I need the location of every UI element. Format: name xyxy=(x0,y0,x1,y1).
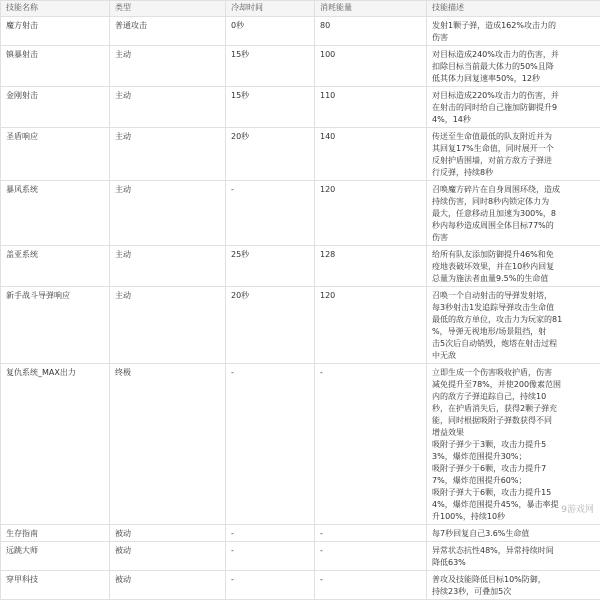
cooldown-cell: 20秒 xyxy=(226,128,315,181)
description-line: 每3秒射击1发追踪导弹攻击生命值 xyxy=(432,302,595,314)
description-cell xyxy=(427,246,600,287)
description-cell xyxy=(427,17,600,46)
skill-name-cell: 圣盾响应 xyxy=(1,128,110,181)
watermark: 9游戏网 xyxy=(561,502,594,515)
description-line: 内的敌方子弹追踪自己，持续10 xyxy=(432,391,595,403)
skill-name-cell: 金刚射击 xyxy=(1,87,110,128)
description-line: 持续伤害，同时8秒内锁定体力为 xyxy=(432,196,595,208)
energy-cost-cell: - xyxy=(315,571,427,600)
description-line: 发射1颗子弹，造成162%攻击力的 xyxy=(432,20,595,32)
energy-cost-cell: - xyxy=(315,542,427,571)
description-line: 降低63% xyxy=(432,557,595,569)
description-line: 7%，爆炸范围提升60%； xyxy=(432,475,595,487)
description-line: 立即生成一个伤害吸收护盾，伤害 xyxy=(432,367,595,379)
skill-name-cell: 穿甲科技 xyxy=(1,571,110,600)
energy-cost-cell: 110 xyxy=(315,87,427,128)
energy-cost-cell: 80 xyxy=(315,17,427,46)
skill-type-cell: 终极 xyxy=(110,364,226,525)
description-line: 吸附子弹大于6颗，攻击力提升15 xyxy=(432,487,595,499)
description-line: 最低的敌方单位，攻击力为玩家的81 xyxy=(432,314,595,326)
description-line: 异常状态抗性48%，异常持续时间 xyxy=(432,545,595,557)
energy-cost-cell: 100 xyxy=(315,46,427,87)
skill-type-cell: 主动 xyxy=(110,46,226,87)
table-row xyxy=(1,287,600,364)
header-skill-name: 技能名称 xyxy=(1,1,110,17)
description-line: 4%，爆炸范围提升45%，暴击率提 xyxy=(432,499,595,511)
cooldown-cell: - xyxy=(226,181,315,246)
table-row xyxy=(1,571,600,600)
skill-name-cell: 暴风系统 xyxy=(1,181,110,246)
description-line: 秒内每秒造成周围全体目标77%的 xyxy=(432,220,595,232)
skill-name-cell: 生存指南 xyxy=(1,525,110,542)
description-cell xyxy=(427,128,600,181)
table-row xyxy=(1,17,600,46)
table-row xyxy=(1,542,600,571)
description-cell xyxy=(427,542,600,571)
description-line: 秒，在护盾消失后，获得2颗子弹充 xyxy=(432,403,595,415)
description-line: 低其体力回复速率50%，12秒 xyxy=(432,73,595,85)
table-row xyxy=(1,87,600,128)
description-line: 中无敌 xyxy=(432,350,595,362)
description-line: 击5次后自动销毁，炮塔在射击过程 xyxy=(432,338,595,350)
skill-type-cell: 主动 xyxy=(110,128,226,181)
description-line: 对目标造成220%攻击力的伤害，并 xyxy=(432,90,595,102)
skill-name-cell: 新手战斗导弹响应 xyxy=(1,287,110,364)
table-row xyxy=(1,246,600,287)
description-cell xyxy=(427,87,600,128)
skill-table-body xyxy=(1,17,600,600)
table-row xyxy=(1,46,600,87)
description-line: 召唤一个自动射击的导弹发射塔， xyxy=(432,290,595,302)
description-cell xyxy=(427,287,600,364)
description-line: 给所有队友添加防御提升46%和免 xyxy=(432,249,595,261)
cooldown-cell: 0秒 xyxy=(226,17,315,46)
cooldown-cell: 15秒 xyxy=(226,46,315,87)
description-line: 普攻及技能降低目标10%防御， xyxy=(432,574,595,586)
skill-type-cell: 主动 xyxy=(110,287,226,364)
description-line: 其回复17%生命值，同时展开一个 xyxy=(432,143,595,155)
skill-name-cell: 远跳大师 xyxy=(1,542,110,571)
description-cell xyxy=(427,525,600,542)
cooldown-cell: - xyxy=(226,364,315,525)
header-description: 技能描述 xyxy=(427,1,600,17)
skill-name-cell: 复仇系统_MAX出力 xyxy=(1,364,110,525)
description-cell xyxy=(427,571,600,600)
description-cell xyxy=(427,364,600,525)
cooldown-cell: - xyxy=(226,542,315,571)
header-type: 类型 xyxy=(110,1,226,17)
energy-cost-cell: - xyxy=(315,525,427,542)
header-cooldown: 冷却时间 xyxy=(226,1,315,17)
description-line: 吸附子弹少于3颗，攻击力提升5 xyxy=(432,439,595,451)
description-line: 能，同时根据吸附子弹数获得不同 xyxy=(432,415,595,427)
cooldown-cell: - xyxy=(226,571,315,600)
skill-name-cell: 盖亚系统 xyxy=(1,246,110,287)
description-line: 行反弹，持续8秒 xyxy=(432,167,595,179)
description-line: 升100%，持续10秒 xyxy=(432,511,595,523)
skill-name-cell: 镇暴射击 xyxy=(1,46,110,87)
skill-type-cell: 被动 xyxy=(110,525,226,542)
energy-cost-cell: - xyxy=(315,364,427,525)
description-line: %，导弹无视地形/场景阻挡，射 xyxy=(432,326,595,338)
table-row xyxy=(1,364,600,525)
description-line: 最大，任意移动且加速为300%，8 xyxy=(432,208,595,220)
description-line: 疫地表破坏效果，并在10秒内回复 xyxy=(432,261,595,273)
description-line: 持续23秒，可叠加5次 xyxy=(432,586,595,598)
energy-cost-cell: 120 xyxy=(315,181,427,246)
skill-type-cell: 被动 xyxy=(110,542,226,571)
header-energy-cost: 消耗能量 xyxy=(315,1,427,17)
cooldown-cell: 15秒 xyxy=(226,87,315,128)
skill-table-header xyxy=(1,1,600,17)
skill-type-cell: 被动 xyxy=(110,571,226,600)
description-line: 反射护盾围墙，对前方敌方子弹进 xyxy=(432,155,595,167)
skill-type-cell: 普通攻击 xyxy=(110,17,226,46)
description-line: 总量为施法者血量9.5%的生命值 xyxy=(432,273,595,285)
skill-type-cell: 主动 xyxy=(110,87,226,128)
description-line: 4%，14秒 xyxy=(432,114,595,126)
description-line: 传送至生命值最低的队友附近并为 xyxy=(432,131,595,143)
description-line: 扣除目标当前最大体力的50%且降 xyxy=(432,61,595,73)
description-line: 吸附子弹少于6颗，攻击力提升7 xyxy=(432,463,595,475)
description-line: 对目标造成240%攻击力的伤害，并 xyxy=(432,49,595,61)
description-line: 召唤魔方碎片在自身周围环绕，造成 xyxy=(432,184,595,196)
table-row xyxy=(1,128,600,181)
cooldown-cell: 25秒 xyxy=(226,246,315,287)
description-line: 增益效果 xyxy=(432,427,595,439)
description-line: 每7秒回复自己3.6%生命值 xyxy=(432,528,595,540)
cooldown-cell: 20秒 xyxy=(226,287,315,364)
energy-cost-cell: 128 xyxy=(315,246,427,287)
table-row xyxy=(1,525,600,542)
cooldown-cell: - xyxy=(226,525,315,542)
description-cell xyxy=(427,181,600,246)
description-line: 在射击的同时给自己施加防御提升9 xyxy=(432,102,595,114)
description-line: 伤害 xyxy=(432,32,595,44)
skill-type-cell: 主动 xyxy=(110,181,226,246)
description-line: 减免提升至78%，并使200像素范围 xyxy=(432,379,595,391)
description-cell xyxy=(427,46,600,87)
header-row xyxy=(1,1,600,17)
skill-name-cell: 魔方射击 xyxy=(1,17,110,46)
energy-cost-cell: 120 xyxy=(315,287,427,364)
description-line: 3%，爆炸范围提升30%； xyxy=(432,451,595,463)
energy-cost-cell: 140 xyxy=(315,128,427,181)
table-row xyxy=(1,181,600,246)
description-line: 伤害 xyxy=(432,232,595,244)
skill-type-cell: 主动 xyxy=(110,246,226,287)
